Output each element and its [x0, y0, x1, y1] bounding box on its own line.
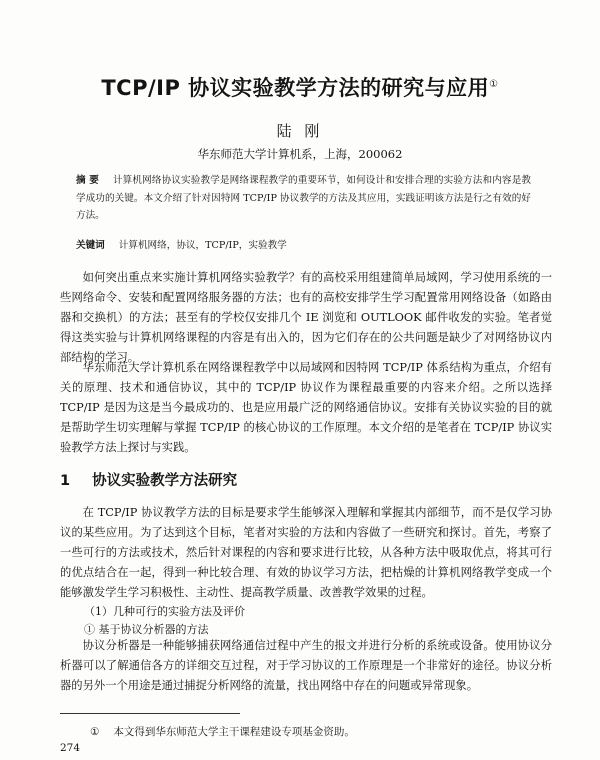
- author-affiliation: 华东师范大学计算机系，上海，200062: [197, 147, 403, 161]
- keywords-text: 计算机网络，协议，TCP/IP，实验教学: [118, 240, 287, 251]
- footnote-divider: [60, 713, 240, 714]
- keywords-label: 关键词: [76, 240, 105, 251]
- footnote-text: 本文得到华东师范大学主干课程建设专项基金资助。: [113, 726, 355, 738]
- section-title: 协议实验教学方法研究: [92, 473, 238, 489]
- body-paragraph-2: [60, 358, 552, 458]
- footnote: [90, 724, 355, 739]
- abstract-label: 摘 要: [76, 175, 99, 186]
- author-name: 陆 刚: [276, 122, 324, 140]
- page-number: 274: [60, 742, 81, 754]
- title-footnote-mark: ①: [489, 79, 499, 90]
- abstract-text: 计算机网络协议实验教学是网络课程教学的重要环节，如何设计和安排合理的实验方法和内容是教学成功的关键。本文介绍了针对因特网 TCP/IP 协议教学的方法及其应用，实践证明该方法是行之有效的好方法。: [76, 175, 532, 221]
- body-paragraph-4: [60, 636, 552, 696]
- abstract: [76, 172, 531, 225]
- paragraph-text: 如何突出重点来实施计算机网络实验教学？有的高校采用组建简单局域网，学习使用系统的一些网络命令、安装和配置网络服务器的方法；也有的高校安排学生学习配置常用网络设备（如路由器和交换机）的方法；甚至有的学校仅安排几个 IE 浏览和 OUTLOOK 邮件收发的实验。笔者觉得这类实验与计算机网络课程的内容是有出入的，因为它们存在的公共问题是缺少了对网络协议内部结构的学习。: [60, 271, 552, 364]
- body-paragraph-3: [60, 503, 552, 603]
- paper-title: [0, 72, 600, 102]
- body-paragraph-1: [60, 268, 552, 368]
- section-number: 1: [60, 473, 71, 489]
- paragraph-text: 在 TCP/IP 协议教学方法的目标是要求学生能够深入理解和掌握其内部细节，而不是仅学习协议的某些应用。为了达到这个目标，笔者对实验的方法和内容做了一些研究和探讨。首先，考察了一些可行的方法或技术，然后针对课程的内容和要求进行比较，从各种方法中吸取优点，将其可行的优点结合在一起，得到一种比较合理、有效的协议学习方法，把枯燥的计算机网络教学变成一个能够激发学生学习积极性、主动性、提高教学质量、改善教学效果的过程。: [60, 506, 552, 599]
- paragraph-text: 华东师范大学计算机系在网络课程教学中以局域网和因特网 TCP/IP 体系结构为重点，介绍有关的原理、技术和通信协议，其中的 TCP/IP 协议作为课程最重要的内容来介绍。之所以选择 TCP/IP 是因为这是当今最成功的、也是应用最广泛的网络通信协议。安排有关协议实验的目的就是帮助学生切实理解与掌握 TCP/IP 的核心协议的工作原理。本文介绍的是笔者在 TCP/IP 协议实验教学方法上探讨与实践。: [60, 361, 552, 454]
- paragraph-text: 协议分析器是一种能够捕获网络通信过程中产生的报文并进行分析的系统或设备。使用协议分析器可以了解通信各方的详细交互过程，对于学习协议的工作原理是一个非常好的途径。协议分析器的另外一个用途是通过捕捉分析网络的流量，找出网络中存在的问题或异常现象。: [60, 639, 552, 692]
- section-heading: [60, 469, 237, 490]
- keywords: [76, 237, 531, 251]
- footnote-mark: ①: [90, 726, 100, 738]
- subheading-protocol-analyzer: ① 基于协议分析器的方法: [84, 623, 209, 636]
- subheading-methods: （1）几种可行的实验方法及评价: [84, 605, 245, 618]
- title-text: TCP/IP 协议实验教学方法的研究与应用: [101, 76, 490, 100]
